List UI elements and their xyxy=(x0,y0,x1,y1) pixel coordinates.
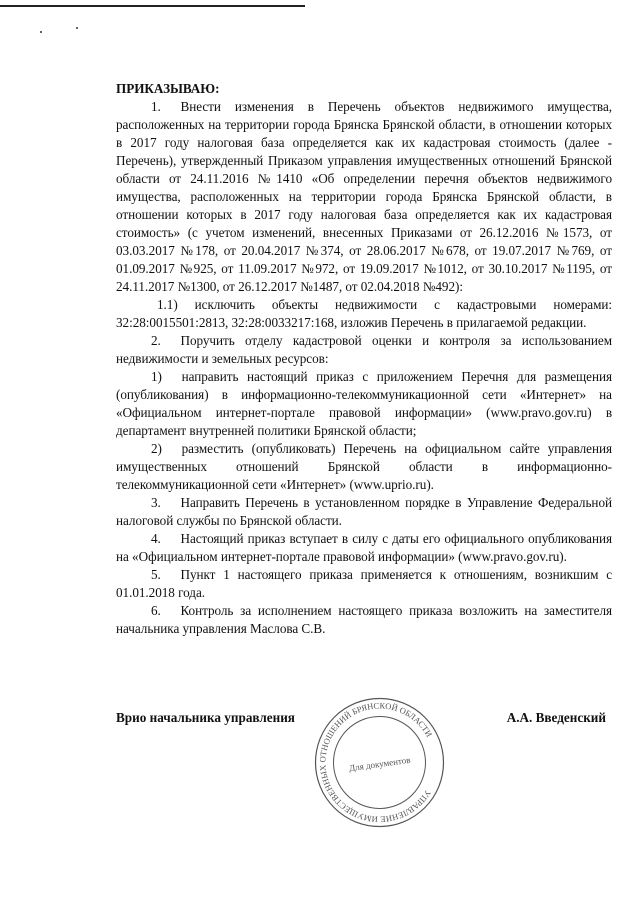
order-item-1-1: 1.1) исключить объекты недвижимости с кадастровыми номерами: 32:28:0015501:2813, 32:28:0033217:168, изложив Перечень в прилагаемой редакции. xyxy=(116,297,612,330)
order-item-5: 5. Пункт 1 настоящего приказа применяется к отношениям, возникшим с 01.01.2018 года. xyxy=(116,567,612,600)
seal-center-text: Для документов xyxy=(348,754,412,774)
scan-speck xyxy=(76,27,78,29)
seal-ring-text: УПРАВЛЕНИЕ ИМУЩЕСТВЕННЫХ ОТНОШЕНИЙ БРЯНСКОЙ ОБЛАСТИ xyxy=(317,700,435,825)
signature-name: А.А. Введенский xyxy=(506,710,606,725)
top-rule xyxy=(0,5,305,7)
order-item-2-2: 2) разместить (опубликовать) Перечень на официальном сайте управления имущественных отношений Брянской области в информационно-телекоммуникационной сети «Интернет» (www.uprio.ru). xyxy=(116,441,612,492)
order-item-2-1: 1) направить настоящий приказ с приложением Перечня для размещения (опубликования) в информационно-телекоммуникационной сети «Интернет» на «Официальном интернет-портале правовой информации» (www.pravo.gov.ru) в департамент внутренней политики Брянской области; xyxy=(116,369,612,438)
order-item-6: 6. Контроль за исполнением настоящего приказа возложить на заместителя начальника управления Маслова С.В. xyxy=(116,603,612,636)
order-heading: ПРИКАЗЫВАЮ: xyxy=(116,81,220,96)
signature-position: Врио начальника управления xyxy=(116,710,295,725)
order-item-2: 2. Поручить отделу кадастровой оценки и контроля за использованием недвижимости и земельных ресурсов: xyxy=(116,333,612,366)
order-body xyxy=(116,80,612,638)
order-item-3: 3. Направить Перечень в установленном порядке в Управление Федеральной налоговой службы по Брянской области. xyxy=(116,495,612,528)
order-item-1: 1. Внести изменения в Перечень объектов недвижимого имущества, расположенных на территории города Брянска Брянской области, в отношении которых в 2017 году налоговая база определяется как их кадастровая стоимость (далее - Перечень), утвержденный Приказом управления имущественных отношений Брянской области от 24.11.2016 №1410 «Об определении перечня объектов недвижимого имущества, расположенных на территории города Брянска Брянской области, в отношении которых в 2017 году налоговая база определяется как их кадастровая стоимость» (с учетом изменений, внесенных Приказами от 26.12.2016 №1573, от 03.03.2017 №178, от 20.04.2017 №374, от 28.06.2017 №678, от 19.07.2017 №769, от 01.09.2017 №925, от 11.09.2017 №972, от 19.09.2017 №1012, от 30.10.2017 №1195, от 24.11.2017 №1300, от 26.12.2017 №1487, от 02.04.2018 №492): xyxy=(116,99,612,294)
signature-block xyxy=(116,710,612,730)
order-item-4: 4. Настоящий приказ вступает в силу с даты его официального опубликования на «Официальном интернет-портале правовой информации» (www.pravo.gov.ru). xyxy=(116,531,612,564)
scan-speck xyxy=(40,31,42,33)
